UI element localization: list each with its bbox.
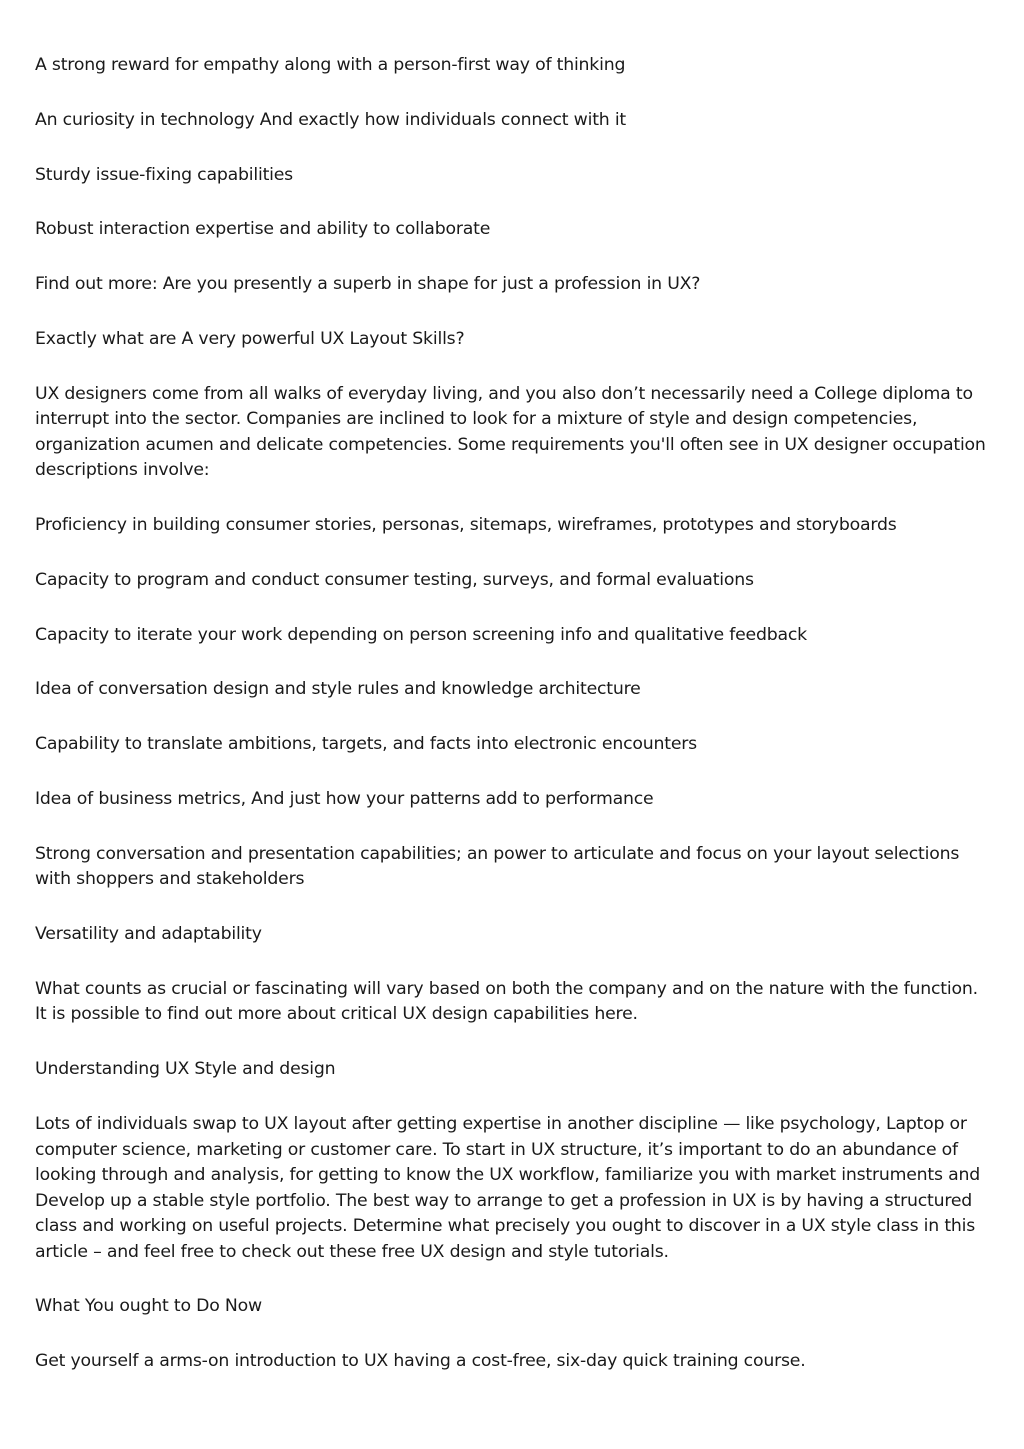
paragraph-presentation-skills: Strong conversation and presentation capabilities; an power to articulate and focus on your layout selections with shoppers and stakeholders [35, 843, 960, 890]
heading-understanding-ux: Understanding UX Style and design [35, 1059, 336, 1080]
paragraph-business-metrics: Idea of business metrics, And just how your patterns add to performance [35, 789, 654, 810]
paragraph-curiosity: An curiosity in technology And exactly how individuals connect with it [35, 109, 627, 130]
paragraph-intro-course: Get yourself a arms-on introduction to UX having a cost-free, six-day quick training course. [35, 1351, 806, 1372]
paragraph-problem-solving: Sturdy issue-fixing capabilities [35, 164, 293, 185]
heading-what-to-do-now: What You ought to Do Now [35, 1296, 262, 1317]
paragraph-ux-designers-background: UX designers come from all walks of everyday living, and you also don’t necessarily need a College diploma to interrupt into the sector. Companies are inclined to look for a mixture of style and design competencies, organization acumen and delicate competencies. Some requirements you'll often see in UX designer occupation descriptions involve: [35, 383, 986, 481]
paragraph-interaction-design: Idea of conversation design and style rules and knowledge architecture [35, 679, 641, 700]
document-body [35, 53, 990, 1404]
paragraph-iterate: Capacity to iterate your work depending on person screening info and qualitative feedback [35, 624, 807, 645]
paragraph-find-out-more: Find out more: Are you presently a superb in shape for just a profession in UX? [35, 274, 701, 295]
paragraph-translate-goals: Capability to translate ambitions, targets, and facts into electronic encounters [35, 734, 697, 755]
paragraph-switch-to-ux: Lots of individuals swap to UX layout after getting expertise in another discipline — like psychology, Laptop or computer science, marketing or customer care. To start in UX structure, it’s important to do an abundance of looking through and analysis, for getting to know the UX workflow, familiarize you with market instruments and Develop up a stable style portfolio. The best way to arrange to get a profession in UX is by having a structured class and working on useful projects. Determine what precisely you ought to discover in a UX style class in this article – and feel free to check out these free UX design and style tutorials. [35, 1114, 981, 1262]
paragraph-versatility: Versatility and adaptability [35, 924, 262, 945]
paragraph-empathy: A strong reward for empathy along with a person-first way of thinking [35, 55, 626, 75]
paragraph-what-counts: What counts as crucial or fascinating will vary based on both the company and on the nature with the function. It is possible to find out more about critical UX design capabilities here. [35, 978, 978, 1025]
paragraph-communication: Robust interaction expertise and ability to collaborate [35, 219, 491, 240]
paragraph-user-testing: Capacity to program and conduct consumer testing, surveys, and formal evaluations [35, 569, 754, 590]
paragraph-proficiency: Proficiency in building consumer stories, personas, sitemaps, wireframes, prototypes and storyboards [35, 515, 897, 536]
heading-ux-skills: Exactly what are A very powerful UX Layout Skills? [35, 328, 465, 349]
